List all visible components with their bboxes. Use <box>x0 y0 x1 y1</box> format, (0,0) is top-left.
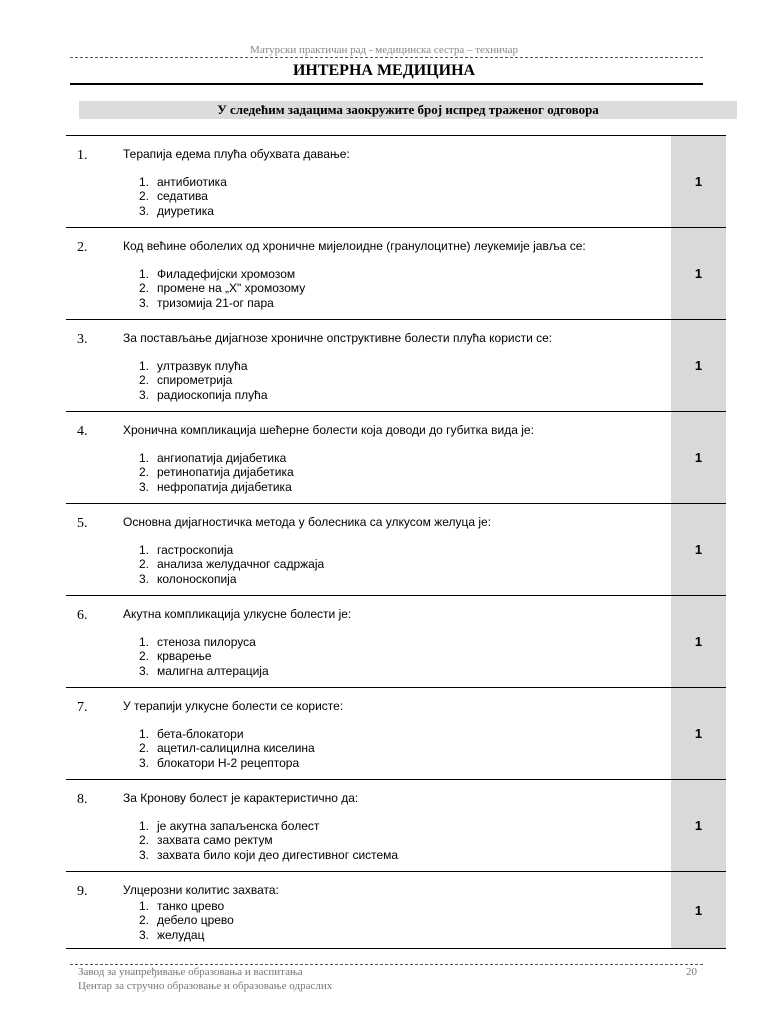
footer-center: Центар за стручно образовање и образовање одраслих <box>78 980 333 992</box>
answer-option[interactable]: 3. малигна алтерација <box>138 663 269 678</box>
answer-option[interactable]: 2. седатива <box>138 189 208 204</box>
answer-option[interactable]: 3. колоноскопија <box>138 571 237 586</box>
answer-option[interactable]: 3. диуретика <box>138 203 214 218</box>
answer-option[interactable]: 1. Филадефијски хромозом <box>138 267 296 281</box>
score-cell: 1 <box>671 412 726 503</box>
question-row <box>66 871 726 949</box>
answer-option[interactable]: 3. захвата било који део дигестивног система <box>138 847 399 862</box>
answer-option[interactable]: 2. захвата само ректум <box>138 833 273 848</box>
question-number: 7. <box>77 700 88 715</box>
answer-option[interactable]: 2. ацетил-салицилна киселина <box>138 741 315 756</box>
running-head: Матурски практичан рад - медицинска сестра – техничар <box>250 44 518 56</box>
answer-options <box>123 727 315 770</box>
answer-options <box>123 451 294 494</box>
questions-table <box>66 135 726 949</box>
answer-option[interactable]: 1. антибиотика <box>138 175 227 189</box>
question-row <box>66 411 726 503</box>
answer-option[interactable]: 2. ретинопатија дијабетика <box>138 465 294 480</box>
answer-option[interactable]: 3. тризомија 21-ог пара <box>138 295 274 310</box>
question-number: 1. <box>77 148 88 163</box>
answer-option[interactable]: 1. ултразвук плућа <box>138 359 248 373</box>
question-stem: Код већине оболелих од хроничне мијелоидне (гранулоцитне) леукемије јавља се: <box>123 239 586 253</box>
page-number: 20 <box>686 966 697 978</box>
answer-option[interactable]: 3. блокатори H-2 рецептора <box>138 755 300 770</box>
question-row <box>66 503 726 595</box>
score-cell: 1 <box>671 504 726 595</box>
title-rule <box>70 83 703 85</box>
question-stem: Улцерозни колитис захвата: <box>123 883 279 897</box>
page-title: ИНТЕРНА МЕДИЦИНА <box>292 62 476 79</box>
top-dashed-rule <box>70 57 703 58</box>
question-row <box>66 135 726 227</box>
score-cell: 1 <box>671 136 726 227</box>
answer-option[interactable]: 1. танко црево <box>138 899 225 913</box>
question-row <box>66 687 726 779</box>
question-stem: У терапији улкусне болести се користе: <box>123 699 344 713</box>
answer-option[interactable]: 1. гастроскопија <box>138 543 234 557</box>
answer-option[interactable]: 1. стеноза пилоруса <box>138 635 256 649</box>
answer-option[interactable]: 1. је акутна запаљенска болест <box>138 819 320 833</box>
question-stem: Терапија едема плућа обухвата давање: <box>123 147 350 161</box>
question-number: 6. <box>77 608 88 623</box>
answer-option[interactable]: 1. бета-блокатори <box>138 727 244 741</box>
question-stem: Хронична компликација шећерне болести која доводи до губитка вида је: <box>123 423 534 437</box>
question-stem: За Кронову болест је карактеристично да: <box>123 791 359 805</box>
answer-option[interactable]: 3. радиоскопија плућа <box>138 387 268 402</box>
answer-options <box>123 267 305 310</box>
question-number: 4. <box>77 424 88 439</box>
answer-options <box>123 635 269 678</box>
question-number: 5. <box>77 516 88 531</box>
question-stem: Акутна компликација улкусне болести је: <box>123 607 352 621</box>
question-number: 9. <box>77 884 88 899</box>
score-cell: 1 <box>671 596 726 687</box>
answer-option[interactable]: 2. спирометрија <box>138 373 233 388</box>
answer-options <box>123 175 227 218</box>
question-stem: Основна дијагностичка метода у болесника са улкусом желуца је: <box>123 515 492 529</box>
answer-option[interactable]: 2. промене на „X" хромозому <box>138 281 306 296</box>
answer-options <box>123 359 268 402</box>
score-cell: 1 <box>671 780 726 871</box>
answer-option[interactable]: 3. желудац <box>138 927 205 942</box>
question-number: 2. <box>77 240 88 255</box>
footer-institute: Завод за унапређивање образовања и васпитања <box>78 966 303 978</box>
score-cell: 1 <box>671 320 726 411</box>
answer-options <box>123 899 234 942</box>
score-cell: 1 <box>671 228 726 319</box>
question-stem: За постављање дијагнозе хроничне опструктивне болести плућа користи се: <box>123 331 553 345</box>
answer-option[interactable]: 2. дебело црево <box>138 913 234 928</box>
question-row <box>66 319 726 411</box>
answer-option[interactable]: 1. ангиопатија дијабетика <box>138 451 287 465</box>
answer-options <box>123 543 324 586</box>
question-number: 8. <box>77 792 88 807</box>
question-row <box>66 227 726 319</box>
score-cell: 1 <box>671 872 726 948</box>
question-number: 3. <box>77 332 88 347</box>
question-row <box>66 595 726 687</box>
answer-option[interactable]: 2. крварење <box>138 649 212 664</box>
answer-option[interactable]: 3. нефропатија дијабетика <box>138 479 292 494</box>
instruction-banner: У следећим задацима заокружите број испред траженог одговора <box>79 101 737 119</box>
question-row <box>66 779 726 871</box>
bottom-dashed-rule <box>70 964 703 965</box>
answer-option[interactable]: 2. анализа желудачног садржаја <box>138 557 325 572</box>
answer-options <box>123 819 398 862</box>
score-cell: 1 <box>671 688 726 779</box>
